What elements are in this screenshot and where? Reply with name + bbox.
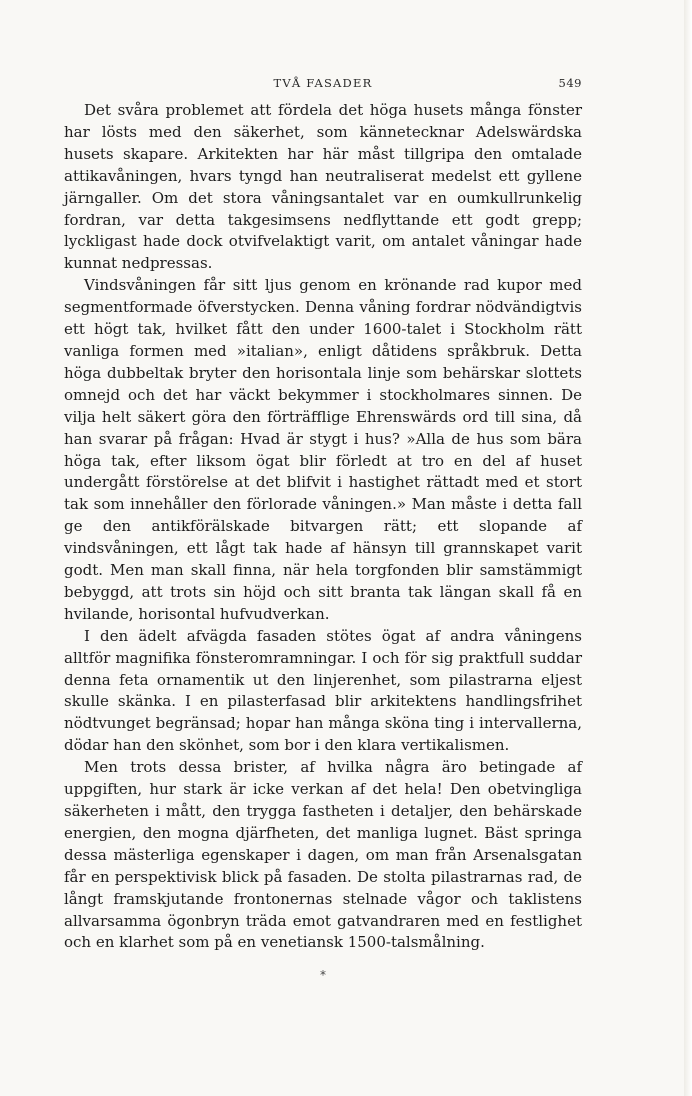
paragraph: Det svåra problemet att fördela det höga husets många fönster har lösts med den säkerhet, som kännetecknar Adelswärdska husets skapare. Arkitekten har här måst tillgripa den omtalade attikavåningen, hvars tyngd han neutraliserat medelst ett gyllene järngaller. Om det stora våningsantalet var en oumkullrunkelig fordran, var detta takgesimsens nedflyttande ett godt grepp; lyckligast hade dock otvifvelaktigt varit, om antalet våningar hade kunnat nedpressas. bbox=[64, 101, 582, 273]
running-head bbox=[64, 76, 582, 96]
paragraph: Men trots dessa brister, af hvilka några äro betingade af uppgiften, hur stark är icke verkan af det hela! Den obetvingliga säkerheten i mått, den trygga fastheten i detaljer, den behärskade energien, den mogna djärfheten, det manliga lugnet. Bäst springa dessa mästerliga egenskaper i dagen, om man från Arsenalsgatan får en perspektivisk blick på fasaden. De stolta pilastrarnas rad, de långt framskjutande frontonernas stelnade vågor och taklistens allvarsamma ögonbryn träda emot gatvandraren med en festlighet och en klarhet som på en venetiansk 1500-talsmålning. bbox=[64, 758, 582, 952]
section-ornament: * bbox=[320, 968, 326, 982]
paragraph: I den ädelt afvägda fasaden stötes ögat af andra våningens alltför magnifika fönsteromramningar. I och för sig praktfull suddar denna feta ornamentik ut den linjerenhet, som pilastrarna eljest skulle skänka. I en pilasterfasad blir arkitektens handlingsfrihet nödtvunget begränsad; hopar han många sköna ting i intervallerna, dödar han den skönhet, som bor i den klara vertikalismen. bbox=[64, 626, 582, 755]
page-number: 549 bbox=[558, 76, 582, 90]
body-text bbox=[64, 100, 582, 954]
page-edge bbox=[684, 0, 692, 1096]
paragraph: Vindsvåningen får sitt ljus genom en krönande rad kupor med segmentformade öfverstycken. Denna våning fordrar nödvändigtvis ett högt tak, hvilket fått den under 1600-talet i Stockholm rätt vanliga formen med »italian», enligt dåtidens språkbruk. Detta höga dubbeltak bryter den horisontala linje som behärskar slottets omnejd och det har väckt bekymmer i stockholmares sinnen. De vilja helt säkert göra den förträfflige Ehrenswärds ord till sina, då han svarar på frågan: Hvad är stygt i hus? »Alla de hus som bära höga tak, efter liksom ögat blir förledt at tro en del af huset undergått förstörelse at det blifvit i hastighet rättadt med et stort tak som innehåller den förlorade våningen.» Man måste i detta fall ge den antikförälskade bitvargen rätt; ett slopande af vindsvåningen, ett lågt tak hade af hänsyn till grannskapet varit godt. Men man skall finna, när hela torgfonden blir samstämmigt bebyggd, att trots sin höjd och sitt branta tak längan skall få en hvilande, horisontal hufvudverkan. bbox=[64, 276, 582, 623]
running-head-title: TVÅ FASADER bbox=[273, 76, 373, 90]
